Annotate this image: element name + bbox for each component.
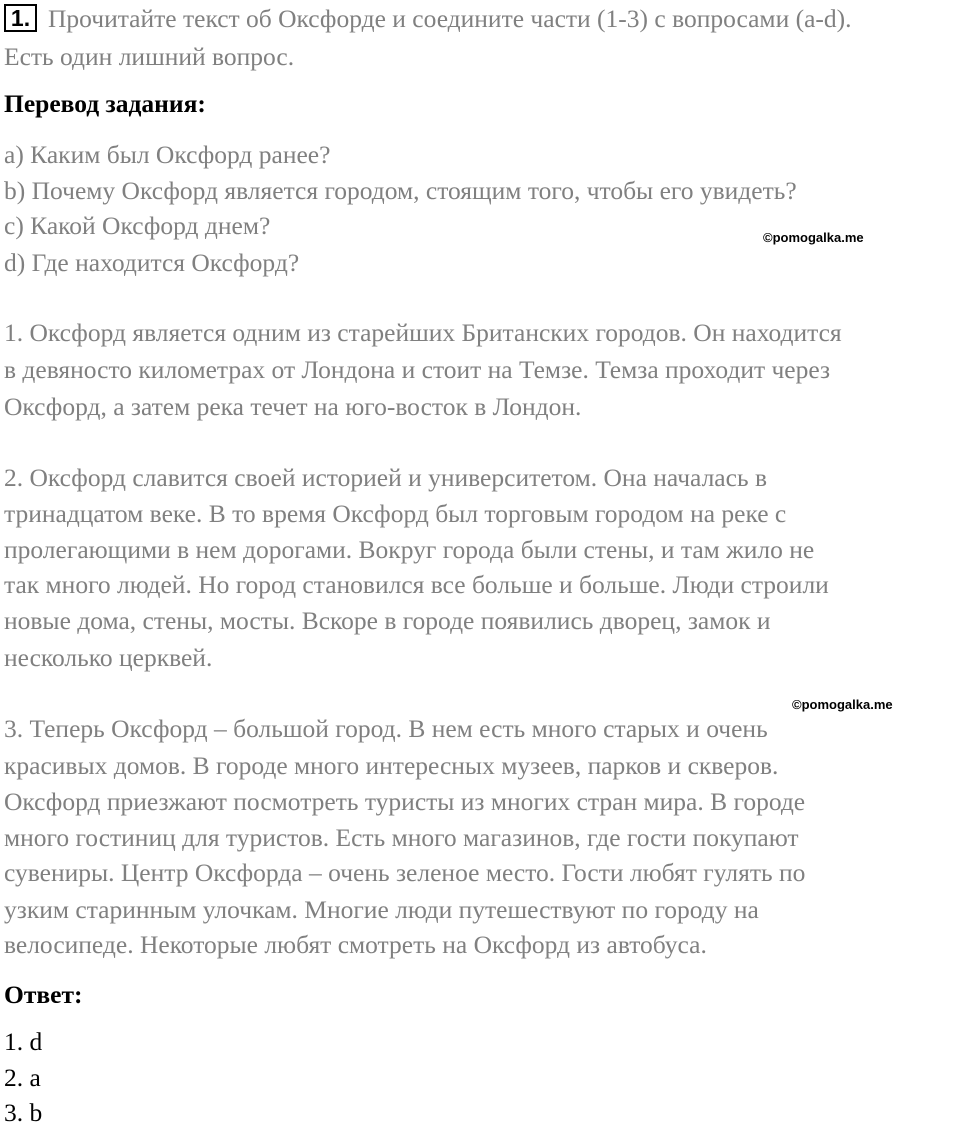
question-b: b) Почему Оксфорд является городом, стоящим того, чтобы его увидеть? bbox=[4, 176, 797, 205]
answer-2: 2. a bbox=[4, 1063, 41, 1092]
question-c: c) Какой Оксфорд днем? bbox=[4, 211, 271, 240]
paragraph-2-line: несколько церквей. bbox=[4, 643, 213, 672]
paragraph-3-line: много гостиниц для туристов. Есть много магазинов, где гости покупают bbox=[4, 823, 799, 852]
paragraph-3-line: 3. Теперь Оксфорд – большой город. В нем есть много старых и очень bbox=[4, 714, 768, 743]
translation-heading: Перевод задания: bbox=[4, 89, 206, 118]
answer-heading: Ответ: bbox=[4, 980, 83, 1009]
paragraph-1-line: в девяносто километрах от Лондона и стоит на Темзе. Темза проходит через bbox=[4, 355, 831, 384]
answer-1: 1. d bbox=[4, 1027, 43, 1056]
watermark-1: ©pomogalka.me bbox=[763, 230, 864, 245]
paragraph-2-line: пролегающими в нем дорогами. Вокруг города были стены, и там жило не bbox=[4, 535, 815, 564]
paragraph-2-line: тринадцатом веке. В то время Оксфорд был торговым городом на реке с bbox=[4, 499, 787, 528]
paragraph-2-line: так много людей. Но город становился все больше и больше. Люди строили bbox=[4, 570, 829, 599]
answer-3: 3. b bbox=[4, 1098, 43, 1127]
task-instruction-line-2: Есть один лишний вопрос. bbox=[4, 42, 295, 71]
paragraph-3-line: красивых домов. В городе много интересных музеев, парков и скверов. bbox=[4, 751, 779, 780]
watermark-2: ©pomogalka.me bbox=[792, 697, 893, 712]
paragraph-3-line: велосипеде. Некоторые любят смотреть на Оксфорд из автобуса. bbox=[4, 930, 707, 959]
task-number-box: 1. bbox=[4, 4, 37, 32]
paragraph-1-line: Оксфорд, а затем река течет на юго-восток в Лондон. bbox=[4, 392, 582, 421]
paragraph-2-line: 2. Оксфорд славится своей историей и университетом. Она началась в bbox=[4, 463, 767, 492]
paragraph-2-line: новые дома, стены, мосты. Вскоре в городе появились дворец, замок и bbox=[4, 606, 771, 635]
question-a: a) Каким был Оксфорд ранее? bbox=[4, 140, 331, 169]
paragraph-3-line: узким старинным улочкам. Многие люди путешествуют по городу на bbox=[4, 895, 759, 924]
paragraph-1-line: 1. Оксфорд является одним из старейших Британских городов. Он находится bbox=[4, 318, 842, 347]
task-instruction-line-1: Прочитайте текст об Оксфорде и соедините части (1-3) с вопросами (a-d). bbox=[48, 4, 852, 33]
paragraph-3-line: сувениры. Центр Оксфорда – очень зеленое место. Гости любят гулять по bbox=[4, 858, 806, 887]
question-d: d) Где находится Оксфорд? bbox=[4, 248, 300, 277]
paragraph-3-line: Оксфорд приезжают посмотреть туристы из многих стран мира. В городе bbox=[4, 787, 806, 816]
